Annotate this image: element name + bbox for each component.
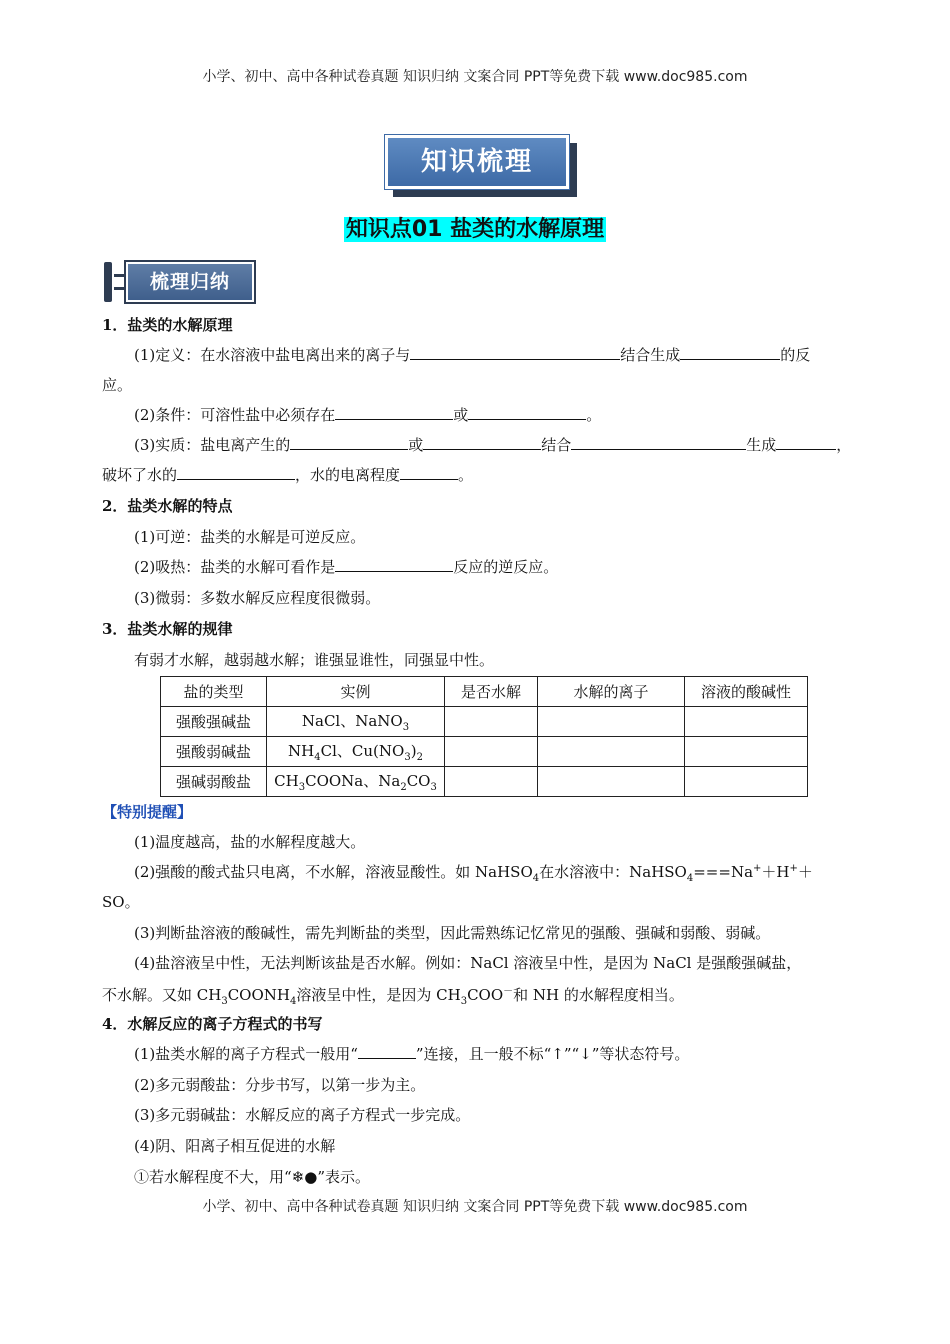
table-cell: 强酸强碱盐 [161,707,267,737]
text: (2)条件：可溶性盐中必须存在 [134,406,336,424]
reminder-p4: (4)盐溶液呈中性，无法判断该盐是否水解。例如：NaCl 溶液呈中性，是因为 NaCl 是强酸强碱盐， [134,954,802,972]
table-cell: 强碱弱酸盐 [161,767,267,797]
blank [335,405,453,420]
section-tag-bar [104,262,112,302]
blank [776,435,836,450]
s2-p1: (1)可逆：盐类的水解是可逆反应。 [134,528,366,546]
subscript: 3 [404,752,411,763]
text: 的反 [780,346,811,364]
blank [680,345,780,360]
banner [385,135,579,199]
text: ＋ [797,863,813,881]
blank [335,557,453,572]
s1-essence-cont [102,464,473,485]
text: ＋H [761,863,790,881]
table-cell-example [267,707,445,737]
reminder-p2 [134,861,813,884]
text: 溶液呈中性，是因为 CH [296,986,461,1004]
knowledge-point-title [0,212,950,243]
s1-essence [134,434,851,455]
table-row [161,767,808,797]
subscript: 4 [532,873,540,884]
text: CH [274,772,299,790]
table-header-row [161,677,808,707]
s2-p3: (3)微弱：多数水解反应程度很微弱。 [134,589,381,607]
text: NH [288,742,315,760]
s4-p5: ①若水解程度不大，用“❄●”表示。 [134,1168,370,1186]
reminder-p3: (3)判断盐溶液的酸碱性，需先判断盐的类型，因此需熟练记忆常见的强酸、强碱和弱酸、弱碱。 [134,924,771,942]
table-cell-empty [445,707,538,737]
text: (2)吸热：盐类的水解可看作是 [134,558,336,576]
text: 生成 [746,436,777,454]
table-header: 盐的类型 [161,677,267,707]
subscript: 4 [289,996,297,1007]
text: 不水解。又如 CH [102,986,222,1004]
table-cell-empty [685,737,808,767]
table-cell-empty [538,707,685,737]
table-cell-empty [445,737,538,767]
knowledge-point-title-text: 知识点01 盐类的水解原理 [345,217,605,242]
subscript: 4 [314,752,321,763]
subscript: 2 [416,752,423,763]
table-header: 水解的离子 [538,677,685,707]
table-cell-empty [538,767,685,797]
s3-rule: 有弱才水解，越弱越水解；谁强显谁性，同强显中性。 [134,651,495,669]
section-tag [104,262,254,304]
table-cell: 强酸弱碱盐 [161,737,267,767]
reminder-title: 【特别提醒】 [102,803,193,821]
text: ”连接，且一般不标“↑”“↓”等状态符号。 [415,1045,690,1063]
s1-condition [134,404,601,425]
blank [400,465,458,480]
superscript: + [753,863,762,874]
table-cell-example [267,737,445,767]
text: 。 [458,466,474,484]
table-header: 是否水解 [445,677,538,707]
table-header: 溶液的酸碱性 [685,677,808,707]
table-cell-empty [538,737,685,767]
heading-1: 1．盐类的水解原理 [102,316,233,334]
table-cell-empty [685,707,808,737]
text: 在水溶液中：NaHSO [539,863,687,881]
text: COO [467,986,504,1004]
text: CO [406,772,431,790]
table-cell-empty [445,767,538,797]
s4-p3: (3)多元弱碱盐：水解反应的离子方程式一步完成。 [134,1106,471,1124]
text: ===Na [693,863,754,881]
text: 和 NH 的水解程度相当。 [513,986,684,1004]
text: ，水的电离程度 [295,466,401,484]
text: (2)强酸的酸式盐只电离，不水解，溶液显酸性。如 NaHSO [134,863,533,881]
page-header: 小学、初中、高中各种试卷真题 知识归纳 文案合同 PPT等免费下载 www.doc985.com [202,69,748,85]
s1-definition-cont: 应。 [102,376,133,394]
subscript: 3 [221,996,228,1007]
subscript: 3 [298,782,306,793]
subscript: 3 [402,722,410,733]
s4-p1 [134,1043,689,1064]
s2-p2 [134,556,558,577]
text: ) [410,742,417,760]
blank [423,435,541,450]
reminder-p5 [102,982,684,1007]
superscript: － [503,986,514,997]
s4-p4: (4)阴、阳离子相互促进的水解 [134,1137,336,1155]
text: (3)实质：盐电离产生的 [134,436,291,454]
blank [410,345,620,360]
text: (1)盐类水解的离子方程式一般用“ [134,1045,358,1063]
text: Cl、Cu(NO [320,742,405,760]
text: 破坏了水的 [102,466,178,484]
banner-title: 知识梳理 [385,135,569,189]
text: 或 [408,436,424,454]
table-cell-example [267,767,445,797]
text: 。 [586,406,602,424]
text: 反应的逆反应。 [453,558,559,576]
s1-definition [134,344,810,365]
subscript: 2 [400,782,407,793]
blank [177,465,295,480]
table-cell-empty [685,767,808,797]
blank [468,405,586,420]
text: 结合 [541,436,572,454]
salt-hydrolysis-table [160,676,808,797]
subscript: 3 [460,996,468,1007]
blank [290,435,408,450]
s4-p2: (2)多元弱酸盐：分步书写，以第一步为主。 [134,1076,426,1094]
reminder-p1: (1)温度越高，盐的水解程度越大。 [134,833,366,851]
table-row [161,707,808,737]
text: ， [836,436,852,454]
blank [358,1044,416,1059]
section-tag-connector [114,274,124,290]
section-tag-label: 梳理归纳 [126,262,254,302]
page-footer: 小学、初中、高中各种试卷真题 知识归纳 文案合同 PPT等免费下载 www.doc985.com [202,1199,748,1215]
heading-2: 2．盐类水解的特点 [102,497,233,515]
reminder-p2-cont: SO。 [102,893,140,911]
heading-3: 3．盐类水解的规律 [102,620,233,638]
text: COONa、Na [305,772,401,790]
subscript: 3 [430,782,437,793]
superscript: + [789,863,798,874]
heading-4: 4．水解反应的离子方程式的书写 [102,1015,323,1033]
text: 结合生成 [620,346,681,364]
text: COONH [227,986,290,1004]
text: 或 [453,406,469,424]
blank [571,435,746,450]
table-header: 实例 [267,677,445,707]
text: NaCl、NaNO [301,712,403,730]
subscript: 4 [686,873,694,884]
text: (1)定义：在水溶液中盐电离出来的离子与 [134,346,411,364]
table-row [161,737,808,767]
